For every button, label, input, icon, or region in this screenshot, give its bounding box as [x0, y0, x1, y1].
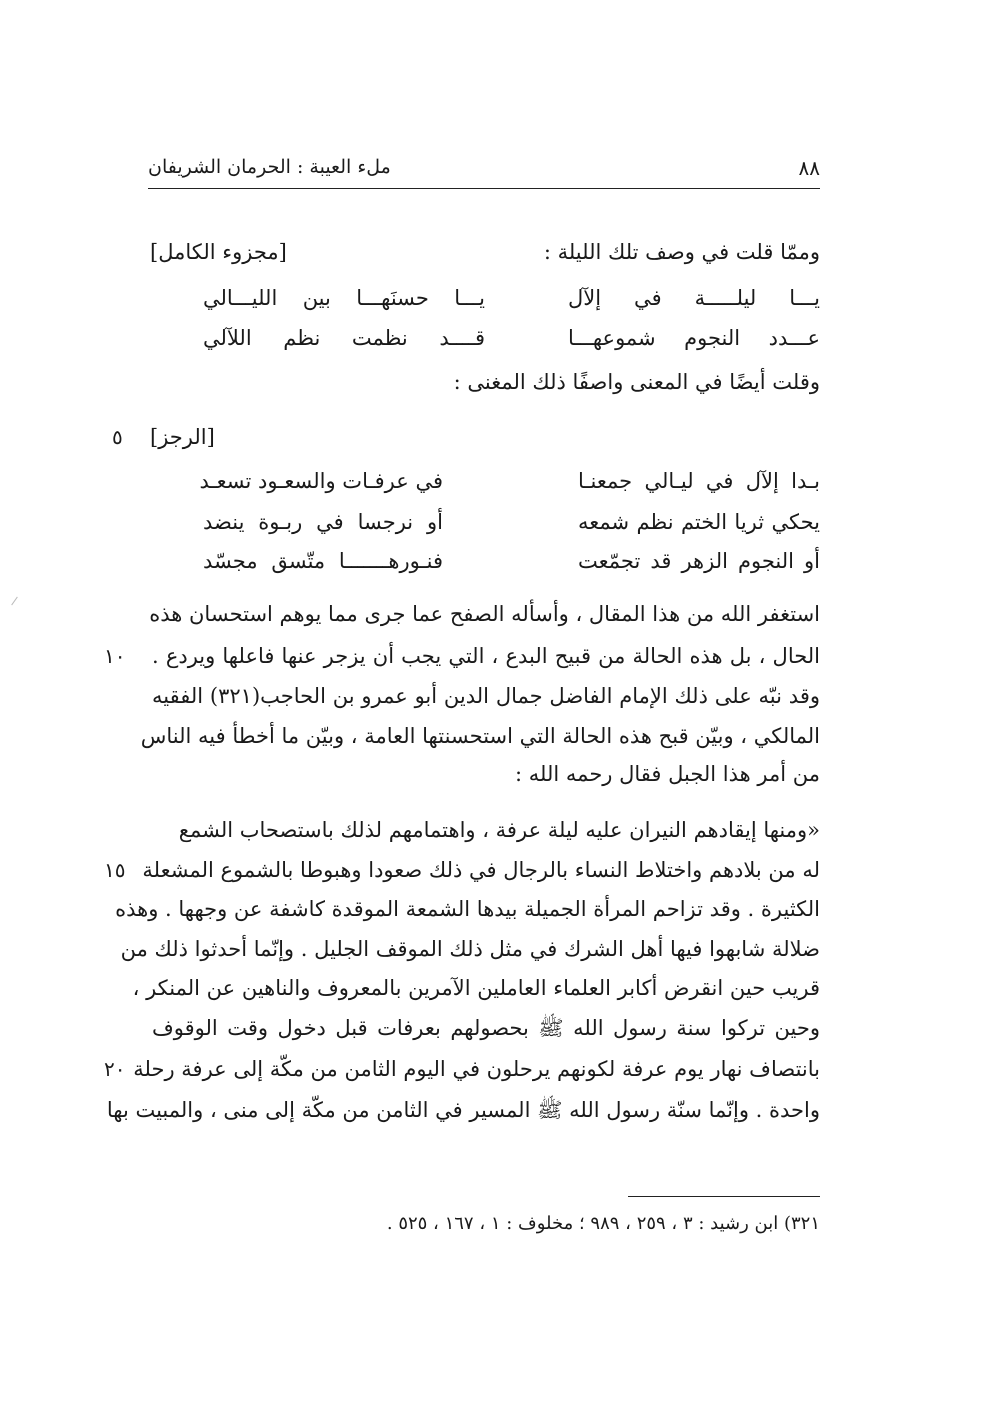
footnote: ٣٢١) ابن رشيد : ٣ ، ٢٥٩ ، ٩٨٩ ؛ مخلوف : ١ ، ١٦٧ ، ٥٢٥ .	[386, 1213, 820, 1234]
verse-1-right: يـــا ليلـــــة في إلآل	[568, 286, 820, 310]
para1-line-2: الحال ، بل هذه الحالة من قبيح البدع ، التي يجب أن يزجر عنها فاعلها ويردع .	[152, 644, 820, 668]
intro-line-2: وقلت أيضًا في المعنى واصفًا ذلك المغنى :	[453, 370, 820, 394]
meter-label-2: [الرجز]	[150, 425, 215, 449]
verse-3-right: بـدا إلآل في ليـالي جمعنـا	[578, 469, 820, 493]
footnote-rule	[628, 1196, 820, 1197]
para1-line-5: من أمر هذا الجبل فقال رحمه الله :	[515, 762, 820, 786]
verse-3-left: في عرفـات والسعـود تسعـد	[199, 469, 443, 493]
verse-2-right: عـــدد النجوم شموعهـــا	[568, 326, 820, 350]
para1-line-4: المالكي ، وبيّن قبح هذه الحالة التي استحسنتها العامة ، وبيّن ما أخطأ فيه الناس	[140, 724, 820, 748]
page-header	[148, 152, 820, 189]
verse-4-right: يحكي ثريا الختم نظم شمعه	[578, 510, 820, 534]
line-number-15: ١٥	[104, 858, 126, 882]
para1-line-3: وقد نبّه على ذلك الإمام الفاضل جمال الدين أبو عمرو بن الحاجب(٣٢١) الفقيه	[152, 684, 821, 708]
verse-5-left: فنـورهـــــــا متّسق مجسّد	[203, 549, 443, 573]
para2-line-5: قريب حين انقرض أكابر العلماء العاملين الآمرين بالمعروف والناهين عن المنكر ،	[132, 976, 820, 1000]
line-number-5: ٥	[112, 425, 123, 449]
para2-line-3: الكثيرة . وقد تزاحم المرأة الجميلة بيدها الشمعة الموقدة كاشفة عن وجهها . وهذه	[115, 897, 820, 921]
para2-line-7: بانتصاف نهار يوم عرفة لكونهم يرحلون في اليوم الثامن من مكّة إلى عرفة رحلة	[133, 1057, 820, 1081]
page-number: ٨٨	[798, 156, 820, 180]
para2-line-4: ضلالة شابهوا فيها أهل الشرك في مثل ذلك الموقف الجليل . وإنّما أحدثوا ذلك من	[120, 937, 820, 961]
para2-line-2: له من بلادهم واختلاط النساء بالرجال في ذلك صعودا وهبوطا بالشموع المشعلة	[142, 858, 820, 882]
verse-4-left: أو نرجسا في ربـوة ينضد	[203, 510, 443, 534]
running-title: ملء العيبة : الحرمان الشريفان	[148, 156, 391, 178]
para2-line-8: واحدة . وإنّما سنّة رسول الله ﷺ المسير في الثامن من مكّة إلى منى ، والمبيت بها	[106, 1098, 820, 1122]
verse-1-left: يـــا حسنَهـــا بين الليـــالي	[203, 286, 485, 310]
para2-line-6: وحين تركوا سنة رسول الله ﷺ بحصولهم بعرفات قبل دخول وقت الوقوف	[152, 1016, 820, 1040]
scan-speck	[10, 596, 20, 606]
line-number-10: ١٠	[104, 644, 126, 668]
para2-line-1: «ومنها إيقادهم النيران عليه ليلة عرفة ، واهتمامهم لذلك باستصحاب الشمع	[178, 818, 820, 842]
line-number-20: ٢٠	[104, 1057, 126, 1081]
verse-2-left: قــــد نظمت نظم اللآلي	[203, 326, 485, 350]
meter-label-1: [مجزوء الكامل]	[150, 240, 287, 264]
verse-5-right: أو النجوم الزهر قد تجمّعت	[578, 549, 820, 573]
intro-line-1: وممّا قلت في وصف تلك الليلة :	[543, 240, 820, 264]
para1-line-1: استغفر الله من هذا المقال ، وأسأله الصفح عما جرى مما يوهم استحسان هذه	[149, 602, 820, 626]
